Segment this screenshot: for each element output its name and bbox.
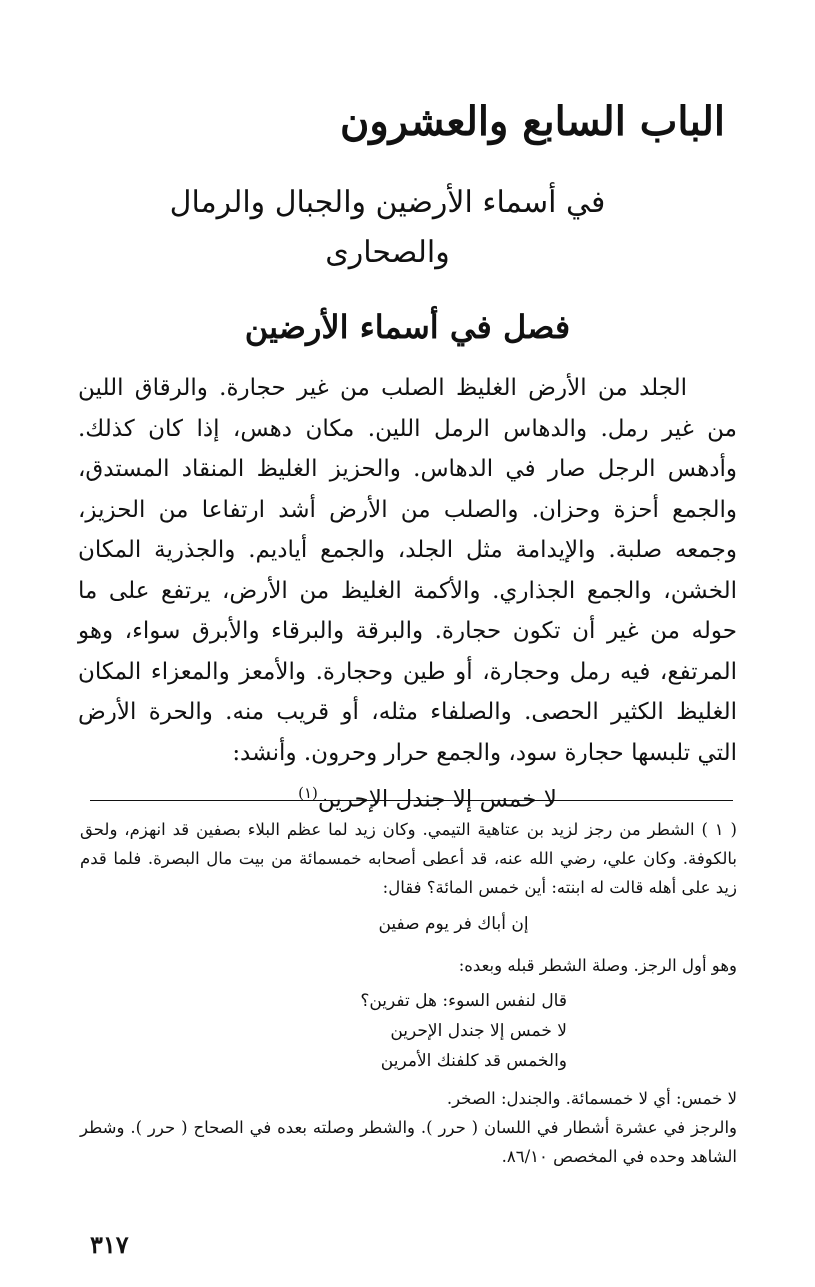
chapter-title: الباب السابع والعشرون [339,98,725,145]
footnotes [80,815,737,1171]
footnote-intro-line: وهو أول الرجز. وصلة الشطر قبله وبعده: [458,956,737,975]
footnote-verse-line-2: لا خمس إلا جندل الإحرين [390,1021,567,1041]
footnote-verse-line-3: والخمس قد كلفنك الأمرين [380,1051,567,1071]
chapter-subtitle-line-1: في أسماء الأرضين والجبال والرمال [169,185,606,220]
footnote-divider [90,800,733,801]
footnote-source-note: والرجز في عشرة أشطار في اللسان ( حرر ). والشطر وصلته بعده في الصحاح ( حرر ). وشطر الشاهد وحده في المخصص ٨٦/١٠. [80,1118,737,1166]
footnote-1: ( ١ ) الشطر من رجز لزيد بن عتاهية التيمي. وكان زيد لما عظم البلاء بصفين قد انهزم، ولحق بالكوفة. وكان علي، رضي الله عنه، قد أعطى أصحابه خمسمائة من بيت مال البصرة. فلما قدم زيد على أهله قالت له ابنته: أين خمس المائة؟ فقال: [80,820,737,897]
chapter-subtitle [90,178,685,278]
footnote-marker: (١) [298,784,318,802]
body-paragraph: الجلد من الأرض الغليظ الصلب من غير حجارة. والرقاق اللين من غير رمل. والدهاس الرمل اللين. مكان دهس، إذا كان كذلك. وأدهس الرجل صار في الدهاس. والحزيز الغليظ المنقاد المستدق، والجمع أحزة وحزان. والصلب من الأرض أشد ارتفاعا من الحزيز، وجمعه صلبة. والإيدامة مثل الجلد، والجمع أياديم. والجذرية المكان الخشن، والجمع الجذاري. والأكمة الغليظ من الأرض، يرتفع على ما حوله من غير أن تكون حجارة. والبرقة والبرقاء والأبرق سواء، وهو المرتفع، فيه رمل وحجارة، أو طين وحجارة. والأمعز والمعزاء المكان الغليظ الكثير الحصى. والصلفاء مثله، أو قريب منه. والحرة الأرض التي تلبسها حجارة سود، والجمع حرار وحرون. وأنشد: [78,375,737,766]
main-text [78,368,737,820]
footnote-gloss: لا خمس: أي لا خمسمائة. والجندل: الصخر. [446,1089,737,1108]
footnote-verse-single: إن أباك فر يوم صفين [378,914,529,934]
footnote-verse-block [80,986,737,1076]
chapter-subtitle-line-2: والصحارى [325,235,450,270]
verse-text: لا خمس إلا جندل الإحرين [317,786,557,813]
section-heading: فصل في أسماء الأرضين [244,308,571,346]
page-number: ٣١٧ [90,1230,129,1259]
footnote-verse-line-1: قال لنفس السوء: هل تفرين؟ [360,991,567,1011]
verse-line [78,773,737,820]
